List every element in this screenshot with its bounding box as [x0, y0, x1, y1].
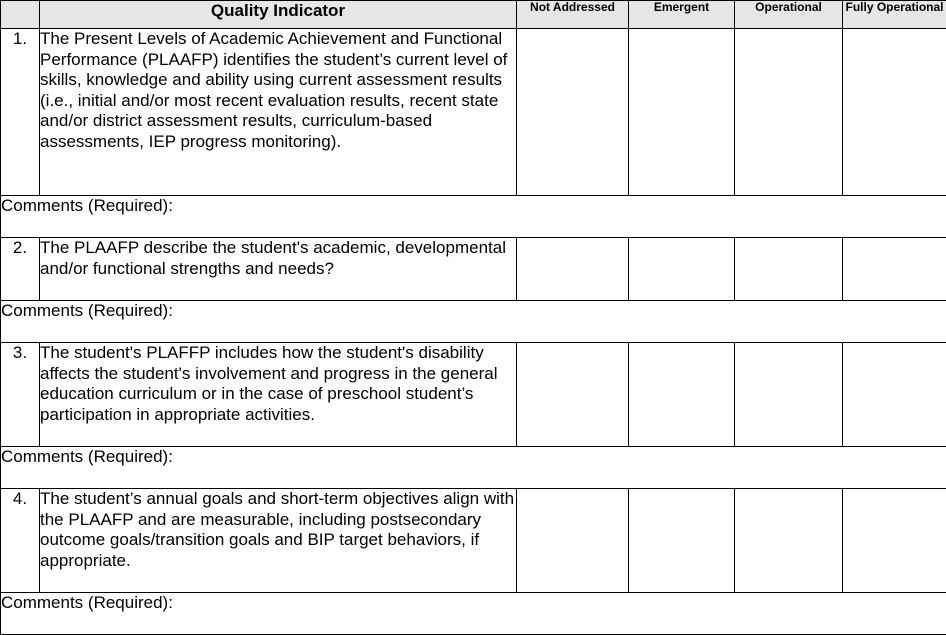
header-emergent: Emergent — [629, 1, 735, 29]
header-operational: Operational — [735, 1, 843, 29]
comment-row-3 — [1, 447, 946, 489]
rating-not-addressed-cell[interactable] — [517, 343, 629, 447]
header-not-addressed: Not Addressed — [517, 1, 629, 29]
indicator-row-3 — [1, 343, 946, 447]
comment-row-1 — [1, 196, 946, 238]
rating-fully-operational-cell[interactable] — [843, 238, 946, 301]
indicator-text: The Present Levels of Academic Achievement and Functional Performance (PLAAFP) identifies the student’s current level of skills, knowledge and ability using current assessment results (i.e., initial and/or most recent evaluation results, recent state and/or district assessment results, curriculum-based assessments, IEP progress monitoring). — [40, 29, 517, 196]
comment-row-4 — [1, 593, 946, 635]
rating-not-addressed-cell[interactable] — [517, 489, 629, 593]
comments-field[interactable]: Comments (Required): — [1, 593, 946, 635]
rating-operational-cell[interactable] — [735, 29, 843, 196]
header-row — [1, 1, 946, 29]
comment-row-2 — [1, 301, 946, 343]
comments-field[interactable]: Comments (Required): — [1, 301, 946, 343]
rating-emergent-cell[interactable] — [629, 489, 735, 593]
header-fully-operational: Fully Operational — [843, 1, 946, 29]
rating-fully-operational-cell[interactable] — [843, 343, 946, 447]
indicator-number: 2. — [1, 238, 40, 301]
indicator-text: The student's PLAFFP includes how the student's disability affects the student's involvement and progress in the general education curriculum or in the case of preschool student’s participation in appropriate activities. — [40, 343, 517, 447]
indicator-number: 4. — [1, 489, 40, 593]
rating-emergent-cell[interactable] — [629, 29, 735, 196]
rating-emergent-cell[interactable] — [629, 238, 735, 301]
rating-operational-cell[interactable] — [735, 238, 843, 301]
indicator-row-1 — [1, 29, 946, 196]
indicator-row-4 — [1, 489, 946, 593]
rating-not-addressed-cell[interactable] — [517, 29, 629, 196]
header-number — [1, 1, 40, 29]
rating-emergent-cell[interactable] — [629, 343, 735, 447]
indicator-number: 3. — [1, 343, 40, 447]
comments-field[interactable]: Comments (Required): — [1, 196, 946, 238]
indicator-text: The student’s annual goals and short-term objectives align with the PLAAFP and are measurable, including postsecondary outcome goals/transition goals and BIP target behaviors, if appropriate. — [40, 489, 517, 593]
rating-operational-cell[interactable] — [735, 489, 843, 593]
indicator-number: 1. — [1, 29, 40, 196]
indicator-row-2 — [1, 238, 946, 301]
indicator-text: The PLAAFP describe the student's academic, developmental and/or functional strengths and needs? — [40, 238, 517, 301]
rating-fully-operational-cell[interactable] — [843, 489, 946, 593]
rating-operational-cell[interactable] — [735, 343, 843, 447]
rating-not-addressed-cell[interactable] — [517, 238, 629, 301]
comments-field[interactable]: Comments (Required): — [1, 447, 946, 489]
header-quality-indicator: Quality Indicator — [40, 1, 517, 29]
rating-fully-operational-cell[interactable] — [843, 29, 946, 196]
